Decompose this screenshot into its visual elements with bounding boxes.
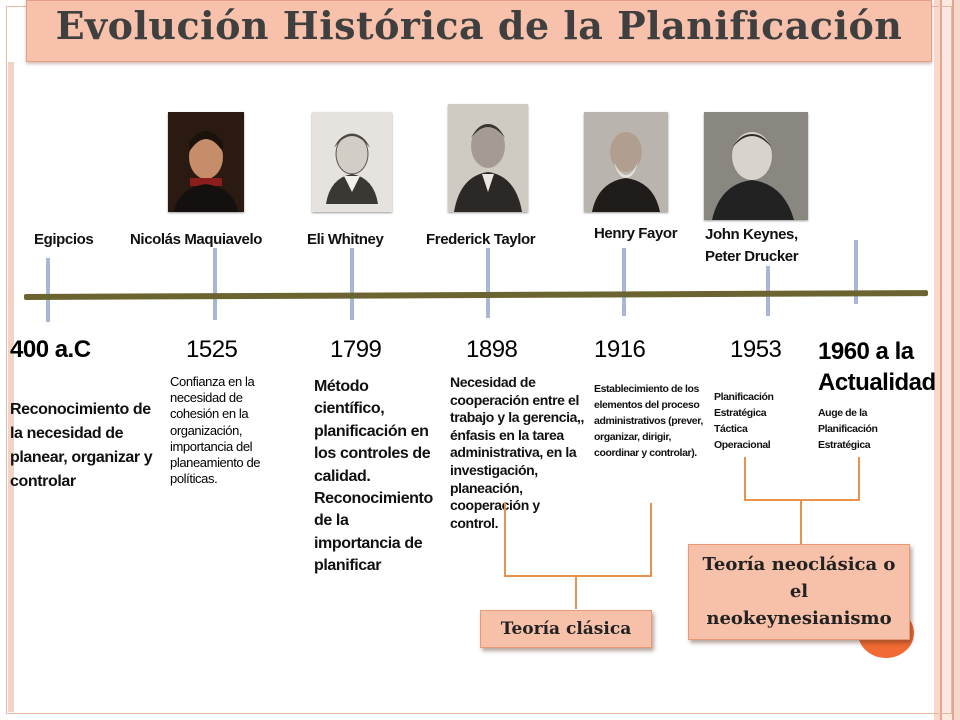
period-name-keynes-drucker: John Keynes, Peter Drucker (705, 226, 799, 265)
portrait-eli-whitney (312, 112, 392, 212)
title-bar (26, 0, 932, 62)
year-1960-actualidad: 1960 a la Actualidad (818, 338, 936, 396)
description-1960: Auge de la Planificación Estratégica (818, 407, 878, 451)
timeline-tick (213, 248, 217, 320)
page-title: Evolución Histórica de la Planificación (55, 3, 903, 48)
period-name-taylor: Frederick Taylor (426, 231, 536, 248)
description-taylor: Necesidad de cooperación entre el trabajo y la gerencia,, énfasis en la tarea administrativa, en la investigación, planeación, cooperación y control. (450, 374, 584, 531)
bracket-classic (504, 503, 652, 577)
timeline-tick (486, 248, 490, 318)
year-1799: 1799 (330, 336, 382, 363)
theory-neoclassic-box: Teoría neoclásica o el neokeynesianismo (688, 544, 910, 640)
year-1898: 1898 (466, 336, 518, 363)
year-1916: 1916 (594, 336, 646, 363)
year-1525: 1525 (186, 336, 238, 363)
description-maquiavelo: Confianza en la necesidad de cohesión en la organización, importancia del planeamiento de políticas. (170, 374, 261, 487)
portrait-henry-fayol (584, 112, 668, 212)
bracket-neoclassic (744, 457, 860, 501)
portrait-maquiavelo (168, 112, 244, 212)
portrait-frederick-taylor (448, 104, 528, 212)
bracket-neoclassic-stem (800, 499, 802, 544)
description-fayol: Establecimiento de los elementos del proceso administrativos (prever, organizar, dirigir, coordinar y controlar). (594, 383, 703, 459)
bracket-classic-stem (575, 575, 577, 609)
description-whitney: Método científico, planificación en los controles de calidad. Reconocimiento de la importancia de planificar (314, 378, 433, 575)
timeline-tick (622, 248, 626, 316)
theory-classic-box: Teoría clásica (480, 610, 652, 648)
period-name-fayol: Henry Fayor (594, 225, 678, 242)
description-egipcios: Reconocimiento de la necesidad de planear, organizar y controlar (10, 401, 153, 490)
portrait-john-keynes (704, 112, 808, 220)
description-1953: Planificación Estratégica Táctica Operacional (714, 391, 774, 451)
period-name-maquiavelo: Nicolás Maquiavelo (130, 231, 263, 248)
year-400ac: 400 a.C (10, 336, 91, 363)
period-name-whitney: Eli Whitney (307, 231, 384, 248)
period-name-egipcios: Egipcios (34, 231, 94, 248)
timeline-tick (350, 248, 354, 320)
timeline-tick (46, 258, 50, 322)
year-1953: 1953 (730, 336, 782, 363)
